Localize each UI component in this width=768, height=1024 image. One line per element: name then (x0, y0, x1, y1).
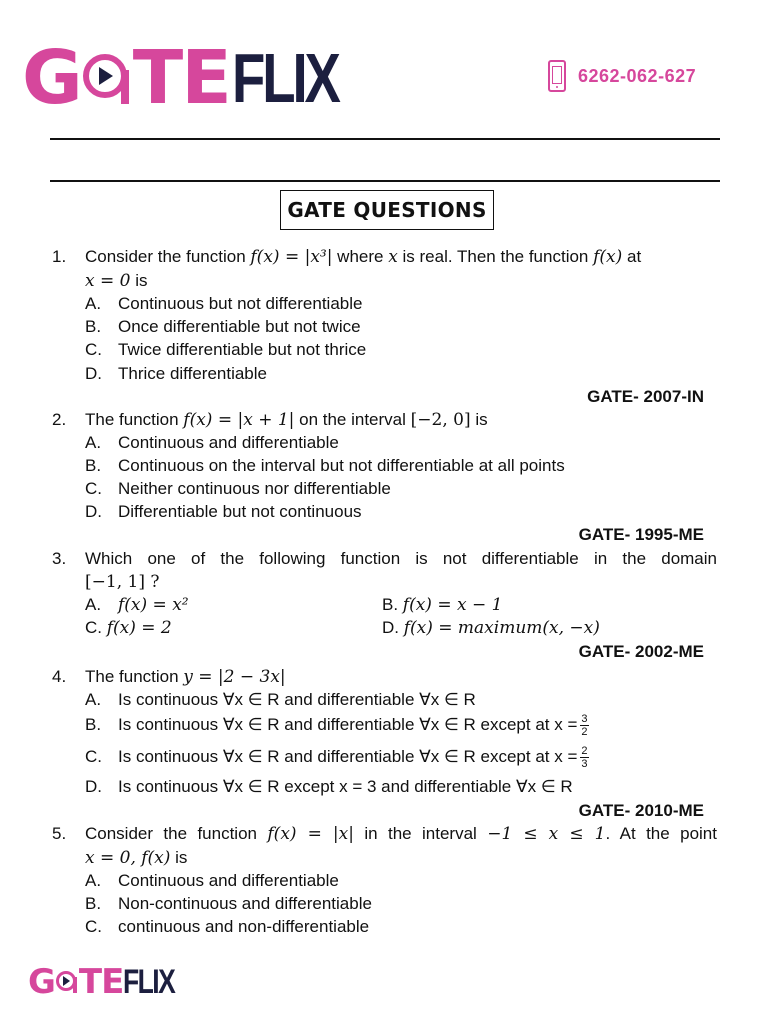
option-label: B. (85, 894, 102, 913)
math-expr: x = 0, f(x) (85, 848, 171, 868)
question-text-line2 (85, 269, 717, 293)
option-text: f(x) = x − 1 (402, 595, 503, 615)
fraction-numerator: 2 (581, 745, 588, 758)
option-label: D. (85, 502, 102, 521)
logo-letter-g: G (22, 35, 81, 121)
text-run: Which one of the following function is not differentiable in the domain (85, 549, 717, 568)
option-label: B. (85, 456, 102, 475)
option-label: D. (85, 777, 102, 796)
math-expr: [−1, 1] ? (85, 572, 160, 592)
option-label: C. (85, 917, 102, 936)
math-expr: x (388, 247, 398, 267)
option-label: A. (85, 690, 102, 709)
text-run: . At the point (605, 824, 717, 843)
option-d (382, 616, 600, 640)
fraction-denominator: 2 (581, 726, 588, 739)
exam-source: GATE- 1995-ME (578, 525, 704, 544)
text-run: is (130, 271, 148, 290)
text-run: Consider the function (85, 247, 251, 266)
option-label: A. (85, 595, 102, 614)
math-expr: f(x) (593, 247, 623, 267)
option-label: C. (85, 340, 102, 359)
math-expr: y = |2 − 3x| (183, 667, 286, 687)
question-text-line2 (85, 846, 717, 870)
option-label: C. (85, 618, 102, 637)
text-run: The function (85, 410, 184, 429)
option-text: Is continuous ∀x ∈ R and differentiable ∀x ∈ R except at x = (118, 747, 578, 766)
option-text: Thrice differentiable (118, 364, 267, 383)
option-d (85, 775, 573, 798)
option-c (85, 338, 366, 361)
option-text: Continuous on the interval but not differentiable at all points (118, 456, 565, 475)
question-text (85, 665, 717, 689)
fraction (580, 745, 588, 770)
option-label: A. (85, 294, 102, 313)
footer-gateflix-logo (28, 962, 189, 1002)
logo-letters-te: TE (132, 35, 230, 121)
exam-source: GATE- 2002-ME (578, 642, 704, 661)
question-number: 5. (52, 824, 67, 843)
text-run: is real. Then the function (397, 247, 594, 266)
contact-phone (548, 60, 696, 92)
option-c (85, 745, 589, 770)
option-label: C. (85, 479, 102, 498)
option-b (85, 892, 372, 915)
question-text-line2 (85, 570, 717, 594)
option-d (85, 500, 362, 523)
option-text: Continuous but not differentiable (118, 294, 363, 313)
fraction-numerator: 3 (581, 713, 588, 726)
option-label: A. (85, 433, 102, 452)
option-label: D. (382, 618, 399, 637)
option-label: D. (85, 364, 102, 383)
question-number: 4. (52, 667, 67, 686)
option-b (382, 593, 502, 617)
option-text: Continuous and differentiable (118, 433, 339, 452)
gateflix-logo (22, 35, 338, 121)
question-text (85, 822, 717, 846)
text-run: at (622, 247, 642, 266)
question-number: 1. (52, 247, 67, 266)
text-run: is (470, 410, 488, 429)
phone-number: 6262-062-627 (578, 65, 697, 86)
text-run: Consider the function (85, 824, 268, 843)
play-icon (55, 967, 79, 997)
option-text: Is continuous ∀x ∈ R and differentiable ∀x ∈ R (118, 690, 476, 709)
option-label: B. (382, 595, 399, 614)
option-label: B. (85, 317, 102, 336)
text-run: is (170, 848, 188, 867)
option-a (85, 869, 339, 892)
play-icon (81, 48, 133, 108)
option-d (85, 362, 267, 385)
logo-letters-te: TE (78, 962, 124, 1002)
fraction-denominator: 3 (581, 758, 588, 771)
question-text (85, 408, 717, 432)
math-expr: f(x) = |x| (267, 824, 354, 844)
option-b (85, 454, 565, 477)
text-run: The function (85, 667, 184, 686)
option-text: Is continuous ∀x ∈ R and differentiable ∀x ∈ R except at x = (118, 715, 578, 734)
logo-letters-flix: FLIX (123, 962, 175, 1001)
option-a (85, 431, 339, 454)
option-text: f(x) = maximum(x, −x) (403, 618, 600, 638)
option-c (85, 477, 391, 500)
option-text: Non-continuous and differentiable (118, 894, 372, 913)
logo-letters-flix: FLIX (231, 39, 338, 117)
option-text: Is continuous ∀x ∈ R except x = 3 and differentiable ∀x ∈ R (118, 777, 573, 796)
question-number: 3. (52, 549, 67, 568)
question-text (85, 547, 717, 570)
option-text: Once differentiable but not twice (118, 317, 361, 336)
question-number: 2. (52, 410, 67, 429)
option-text: continuous and non-differentiable (118, 917, 370, 936)
exam-source: GATE- 2007-IN (587, 387, 704, 406)
option-text: f(x) = 2 (106, 618, 172, 638)
option-c (85, 915, 369, 938)
section-title-box (280, 190, 494, 230)
option-b (85, 713, 589, 738)
math-expr: −1 ≤ x ≤ 1 (487, 824, 606, 844)
option-text: Neither continuous nor differentiable (118, 479, 391, 498)
math-expr: [−2, 0] (410, 410, 471, 430)
logo-letter-g: G (28, 962, 55, 1002)
option-label: B. (85, 715, 102, 734)
option-label: C. (85, 747, 102, 766)
option-text: Twice differentiable but not thrice (118, 340, 367, 359)
option-b (85, 315, 361, 338)
math-expr: f(x) = |x + 1| (183, 410, 295, 430)
option-a (85, 593, 189, 617)
text-run: in the interval (353, 824, 488, 843)
section-title: GATE QUESTIONS (287, 198, 487, 222)
option-text: Differentiable but not continuous (118, 502, 362, 521)
option-a (85, 688, 476, 711)
option-label: A. (85, 871, 102, 890)
text-run: on the interval (294, 410, 411, 429)
logo-wordmark (22, 35, 367, 121)
question-text (85, 245, 717, 269)
header-divider-top (50, 138, 720, 140)
math-expr: f(x) = |x³| (250, 247, 333, 267)
math-expr: x = 0 (85, 271, 131, 291)
option-a (85, 292, 362, 315)
option-text: f(x) = x² (118, 595, 189, 615)
header-divider-bottom (50, 180, 720, 182)
fraction (580, 713, 588, 738)
exam-source: GATE- 2010-ME (578, 801, 704, 820)
option-text: Continuous and differentiable (118, 871, 339, 890)
text-run: where (332, 247, 389, 266)
mobile-phone-icon (548, 60, 566, 92)
option-c (85, 616, 172, 640)
